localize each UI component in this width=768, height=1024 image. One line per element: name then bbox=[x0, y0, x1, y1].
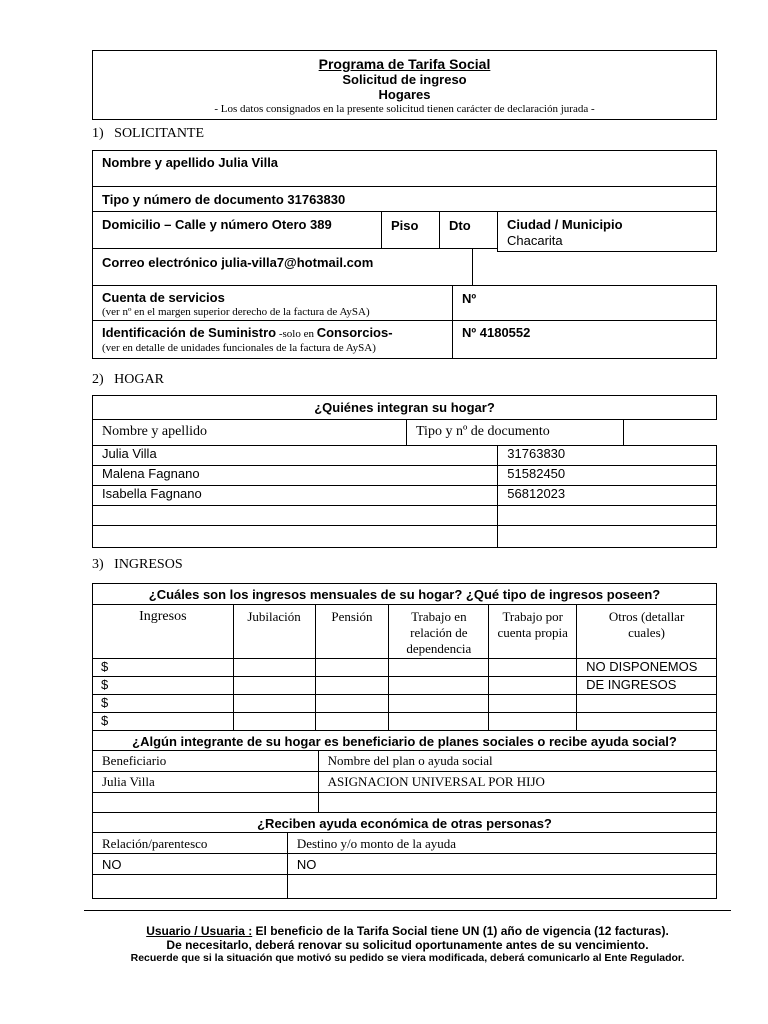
dto-label: Dto bbox=[449, 218, 471, 233]
trabajo-relacion-cell[interactable] bbox=[389, 713, 489, 731]
domicilio-field[interactable] bbox=[92, 211, 382, 249]
col-destino: Destino y/o monto de la ayuda bbox=[287, 833, 716, 854]
member-nombre[interactable]: Malena Fagnano bbox=[93, 466, 498, 486]
ciudad-label: Ciudad / Municipio bbox=[507, 217, 623, 232]
footer-vigencia: El beneficio de la Tarifa Social tiene UN (1) año de vigencia (12 facturas). bbox=[252, 924, 669, 938]
form-header bbox=[92, 50, 717, 120]
pension-cell[interactable] bbox=[315, 713, 389, 731]
member-doc[interactable] bbox=[498, 506, 717, 526]
col-trabajo-relacion: Trabajo en relación de dependencia bbox=[389, 605, 489, 659]
table-header-row bbox=[93, 751, 717, 772]
footer-line1 bbox=[84, 924, 731, 938]
cuenta-numero-label: Nº bbox=[462, 291, 477, 306]
hogar-col-nombre: Nombre y apellido bbox=[92, 419, 407, 446]
jubilacion-cell[interactable] bbox=[233, 695, 315, 713]
table-row bbox=[93, 695, 717, 713]
trabajo-relacion-cell[interactable] bbox=[389, 659, 489, 677]
member-doc[interactable] bbox=[498, 526, 717, 548]
beneficiario-cell[interactable]: Julia Villa bbox=[93, 772, 319, 793]
table-row bbox=[93, 713, 717, 731]
piso-label: Piso bbox=[391, 218, 419, 233]
table-row bbox=[93, 446, 717, 466]
cuenta-servicios-field[interactable] bbox=[92, 285, 453, 321]
suministro-label bbox=[102, 325, 393, 340]
cuenta-label: Cuenta de servicios bbox=[102, 290, 225, 305]
dto-field[interactable] bbox=[439, 211, 498, 249]
suministro-label-main: Identificación de Suministro bbox=[102, 325, 277, 340]
table-row bbox=[93, 677, 717, 695]
ayuda-question: ¿Reciben ayuda económica de otras personas? bbox=[92, 812, 717, 833]
table-row bbox=[93, 659, 717, 677]
form-subtitle: Solicitud de ingreso bbox=[342, 72, 467, 87]
table-header-row bbox=[93, 833, 717, 854]
documento-label: Tipo y número de documento 31763830 bbox=[102, 192, 346, 207]
destino-cell[interactable]: NO bbox=[287, 854, 716, 875]
piso-field[interactable] bbox=[381, 211, 440, 249]
suministro-label-mid: -solo en bbox=[276, 328, 317, 340]
col-trabajo-cuenta: Trabajo por cuenta propia bbox=[489, 605, 577, 659]
trabajo-cuenta-cell[interactable] bbox=[489, 695, 577, 713]
plan-cell[interactable] bbox=[318, 793, 716, 813]
nombre-field[interactable] bbox=[92, 150, 717, 187]
table-row bbox=[93, 772, 717, 793]
footer-divider bbox=[84, 910, 731, 911]
declaration-note: - Los datos consignados en la presente solicitud tienen carácter de declaración jurada - bbox=[214, 103, 595, 115]
trabajo-cuenta-cell[interactable] bbox=[489, 677, 577, 695]
ingresos-table bbox=[92, 604, 717, 731]
jubilacion-cell[interactable] bbox=[233, 713, 315, 731]
documento-field[interactable] bbox=[92, 186, 717, 212]
planes-question: ¿Algún integrante de su hogar es beneficiario de planes sociales o recibe ayuda social? bbox=[92, 730, 717, 751]
member-nombre[interactable]: Isabella Fagnano bbox=[93, 486, 498, 506]
col-ingresos: Ingresos bbox=[93, 605, 234, 659]
pension-cell[interactable] bbox=[315, 659, 389, 677]
suministro-note: (ver en detalle de unidades funcionales de la factura de AySA) bbox=[102, 342, 376, 354]
col-jubilacion: Jubilación bbox=[233, 605, 315, 659]
hogar-question: ¿Quiénes integran su hogar? bbox=[92, 395, 717, 420]
member-doc[interactable]: 31763830 bbox=[498, 446, 717, 466]
relacion-cell[interactable]: NO bbox=[93, 854, 288, 875]
pension-cell[interactable] bbox=[315, 695, 389, 713]
footer-line2: De necesitarlo, deberá renovar su solicitud oportunamente antes de su vencimiento. bbox=[166, 938, 649, 952]
cuenta-note: (ver nº en el margen superior derecho de la factura de AySA) bbox=[102, 306, 370, 318]
suministro-numero: Nº 4180552 bbox=[462, 325, 531, 340]
suministro-field[interactable] bbox=[92, 320, 453, 359]
otros-cell[interactable]: NO DISPONEMOS bbox=[577, 659, 717, 677]
form-title: Programa de Tarifa Social bbox=[318, 56, 491, 72]
suministro-label-consorcios: Consorcios- bbox=[316, 325, 393, 340]
ingresos-cell[interactable]: $ bbox=[93, 695, 234, 713]
correo-label: Correo electrónico julia-villa7@hotmail.com bbox=[102, 255, 374, 270]
beneficiario-cell[interactable] bbox=[93, 793, 319, 813]
suministro-numero-field[interactable] bbox=[452, 320, 717, 359]
member-nombre[interactable] bbox=[93, 526, 498, 548]
trabajo-cuenta-cell[interactable] bbox=[489, 713, 577, 731]
otros-cell[interactable] bbox=[577, 695, 717, 713]
planes-table bbox=[92, 750, 717, 813]
col-beneficiario: Beneficiario bbox=[93, 751, 319, 772]
member-doc[interactable]: 51582450 bbox=[498, 466, 717, 486]
table-row bbox=[93, 854, 717, 875]
pension-cell[interactable] bbox=[315, 677, 389, 695]
jubilacion-cell[interactable] bbox=[233, 677, 315, 695]
ayuda-table bbox=[92, 832, 717, 899]
nombre-label: Nombre y apellido Julia Villa bbox=[102, 155, 279, 170]
domicilio-label: Domicilio – Calle y número Otero 389 bbox=[102, 217, 332, 232]
member-nombre[interactable] bbox=[93, 506, 498, 526]
col-plan: Nombre del plan o ayuda social bbox=[318, 751, 716, 772]
col-relacion: Relación/parentesco bbox=[93, 833, 288, 854]
member-doc[interactable]: 56812023 bbox=[498, 486, 717, 506]
ciudad-value: Chacarita bbox=[507, 233, 563, 248]
trabajo-relacion-cell[interactable] bbox=[389, 695, 489, 713]
table-row bbox=[93, 526, 717, 548]
ingresos-cell[interactable]: $ bbox=[93, 713, 234, 731]
section-heading-ingresos: 3) INGRESOS bbox=[92, 557, 183, 572]
otros-cell[interactable] bbox=[577, 713, 717, 731]
table-row bbox=[93, 466, 717, 486]
jubilacion-cell[interactable] bbox=[233, 659, 315, 677]
col-pension: Pensión bbox=[315, 605, 389, 659]
member-nombre[interactable]: Julia Villa bbox=[93, 446, 498, 466]
cuenta-numero-field[interactable] bbox=[452, 285, 717, 321]
table-row bbox=[93, 875, 717, 899]
hogar-members-table bbox=[92, 445, 717, 548]
ingresos-cell[interactable]: $ bbox=[93, 659, 234, 677]
ingresos-cell[interactable]: $ bbox=[93, 677, 234, 695]
table-row bbox=[93, 506, 717, 526]
table-row bbox=[93, 486, 717, 506]
destino-cell[interactable] bbox=[287, 875, 716, 899]
table-header-row bbox=[93, 605, 717, 659]
section-heading-solicitante: 1) SOLICITANTE bbox=[92, 126, 205, 141]
form-subtitle-hogares: Hogares bbox=[378, 87, 431, 102]
footer-line3: Recuerde que si la situación que motivó su pedido se viera modificada, deberá comunicarlo al Ente Regulador. bbox=[130, 952, 685, 964]
trabajo-relacion-cell[interactable] bbox=[389, 677, 489, 695]
ciudad-field[interactable] bbox=[497, 211, 717, 252]
relacion-cell[interactable] bbox=[93, 875, 288, 899]
correo-field[interactable] bbox=[92, 248, 473, 286]
footer-usuario: Usuario / Usuaria : bbox=[146, 924, 253, 938]
otros-cell[interactable]: DE INGRESOS bbox=[577, 677, 717, 695]
table-row bbox=[93, 793, 717, 813]
hogar-col-documento: Tipo y nº de documento bbox=[406, 419, 624, 446]
plan-cell[interactable]: ASIGNACION UNIVERSAL POR HIJO bbox=[318, 772, 716, 793]
trabajo-cuenta-cell[interactable] bbox=[489, 659, 577, 677]
col-otros: Otros (detallar cuales) bbox=[577, 605, 717, 659]
section-heading-hogar: 2) HOGAR bbox=[92, 372, 164, 387]
ingresos-question: ¿Cuáles son los ingresos mensuales de su hogar? ¿Qué tipo de ingresos poseen? bbox=[92, 583, 717, 605]
